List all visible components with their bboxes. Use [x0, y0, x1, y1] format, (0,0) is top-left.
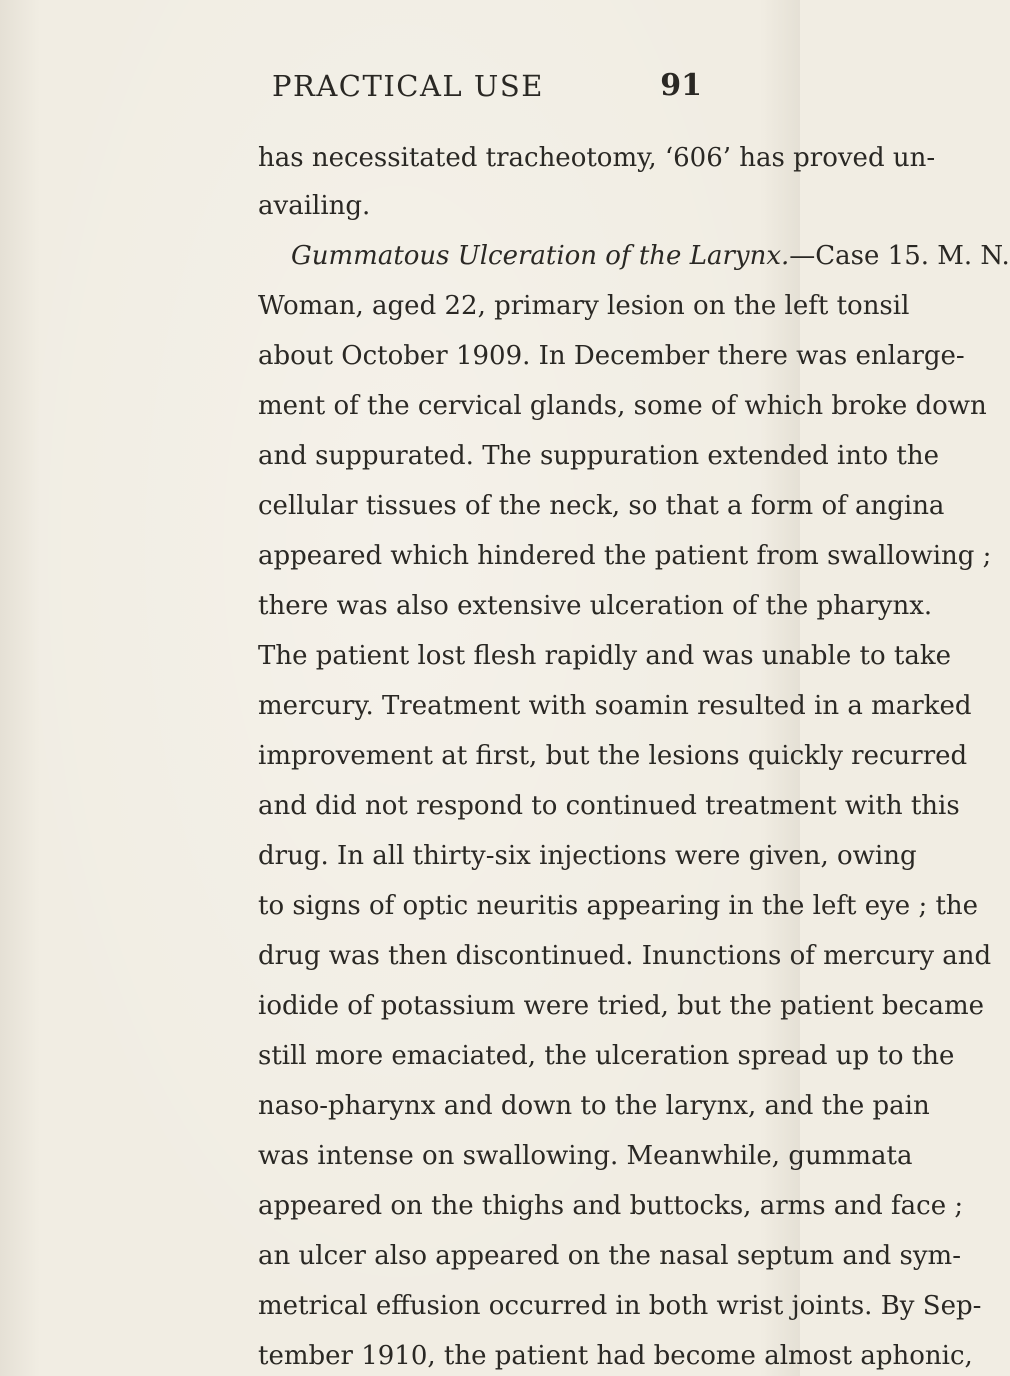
- text-line: metrical effusion occurred in both wrist joints. By Sep-: [258, 1291, 982, 1321]
- case-heading-line: [291, 236, 1010, 276]
- text-line: has necessitated tracheotomy, ‘606’ has proved un-: [258, 143, 936, 173]
- text-line: and suppurated. The suppuration extended into the: [258, 441, 940, 471]
- text-line: drug. In all thirty-six injections were given, owing: [258, 841, 917, 871]
- text-line: Woman, aged 22, primary lesion on the left tonsil: [258, 291, 910, 321]
- text-line: about October 1909. In December there was enlarge-: [258, 341, 965, 371]
- text-line: improvement at first, but the lesions quickly recurred: [258, 741, 968, 771]
- text-line: ment of the cervical glands, some of which broke down: [258, 391, 987, 421]
- text-line: appeared which hindered the patient from swallowing ;: [258, 541, 992, 571]
- case-heading-rest: —Case 15. M. N.: [789, 241, 1010, 271]
- text-line: mercury. Treatment with soamin resulted in a marked: [258, 691, 972, 721]
- text-line: there was also extensive ulceration of the pharynx.: [258, 591, 933, 621]
- page-number: 91: [660, 68, 702, 103]
- text-line: and did not respond to continued treatment with this: [258, 791, 960, 821]
- text-line: naso-pharynx and down to the larynx, and the pain: [258, 1091, 930, 1121]
- text-line: availing.: [258, 191, 371, 221]
- text-line: appeared on the thighs and buttocks, arms and face ;: [258, 1191, 964, 1221]
- text-line: iodide of potassium were tried, but the patient became: [258, 991, 984, 1021]
- text-line: an ulcer also appeared on the nasal septum and sym-: [258, 1241, 961, 1271]
- text-line: still more emaciated, the ulceration spread up to the: [258, 1041, 955, 1071]
- case-heading-italic: Gummatous Ulceration of the Larynx.: [291, 241, 790, 271]
- running-head-title: PRACTICAL USE: [272, 69, 544, 103]
- text-line: The patient lost flesh rapidly and was unable to take: [258, 641, 951, 671]
- text-line: was intense on swallowing. Meanwhile, gummata: [258, 1141, 913, 1171]
- text-line: tember 1910, the patient had become almost aphonic,: [258, 1341, 973, 1371]
- text-line: drug was then discontinued. Inunctions of mercury and: [258, 941, 992, 971]
- text-line: to signs of optic neuritis appearing in the left eye ; the: [258, 891, 979, 921]
- text-line: cellular tissues of the neck, so that a form of angina: [258, 491, 945, 521]
- running-head: [258, 64, 718, 108]
